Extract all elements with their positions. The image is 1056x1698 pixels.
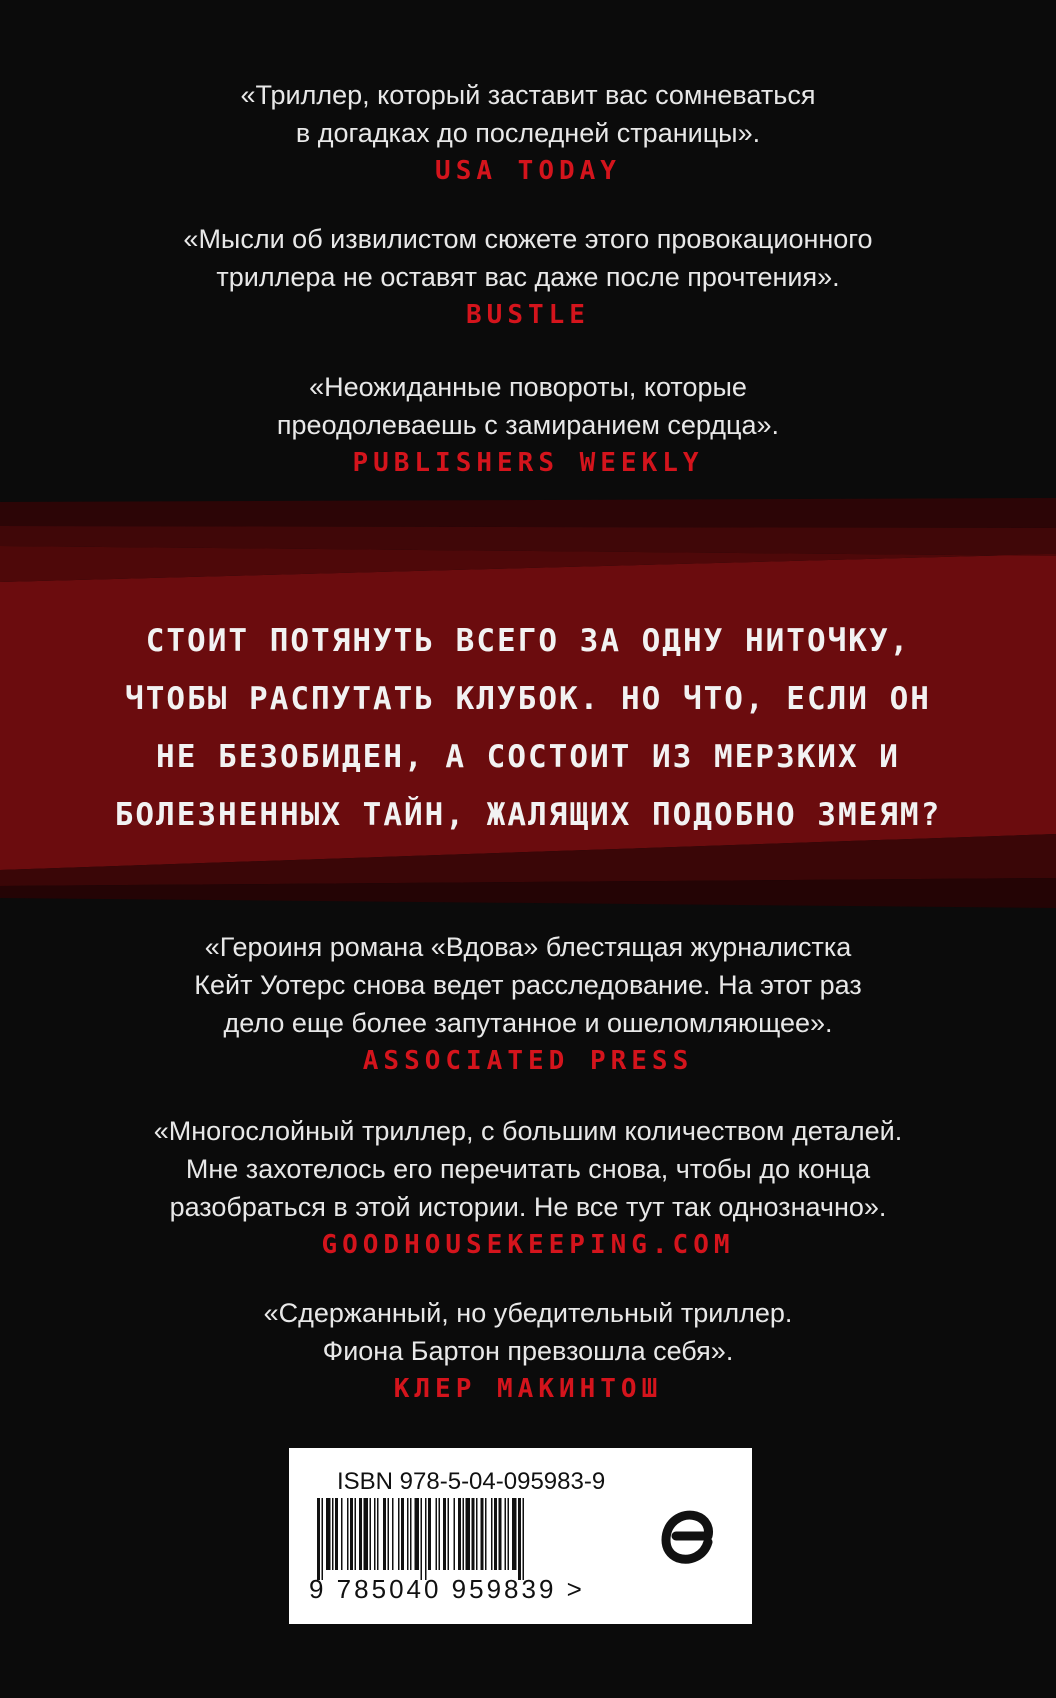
- isbn-number: ISBN 978-5-04-095983-9: [337, 1468, 606, 1495]
- quote-publishers-weekly: [0, 368, 1056, 480]
- barcode-panel: [289, 1448, 752, 1624]
- quote-bustle: [0, 220, 1056, 332]
- quote-text-line: «Сдержанный, но убедительный триллер.: [263, 1298, 793, 1328]
- band-line: БОЛЕЗНЕННЫХ ТАЙН, ЖАЛЯЩИХ ПОДОБНО ЗМЕЯМ?: [114, 797, 942, 833]
- quote-text-line: «Героиня романа «Вдова» блестящая журналистка: [204, 932, 852, 962]
- quote-source: PUBLISHERS WEEKLY: [352, 448, 704, 478]
- band-top-stripe: [0, 498, 1056, 528]
- quote-text-line: Фиона Бартон превзошла себя».: [322, 1336, 734, 1366]
- quote-text-line: Мне захотелось его перечитать снова, чтобы до конца: [185, 1154, 871, 1184]
- quote-source: GOODHOUSEKEEPING.COM: [321, 1230, 735, 1260]
- quote-text-line: «Многослойный триллер, с большим количеством деталей.: [153, 1116, 903, 1146]
- band-line: ЧТОБЫ РАСПУТАТЬ КЛУБОК. НО ЧТО, ЕСЛИ ОН: [125, 681, 931, 717]
- quote-clare-mackintosh: [0, 1294, 1056, 1406]
- quote-text-line: триллера не оставят вас даже после прочтения».: [216, 262, 840, 292]
- quote-text-line: разобраться в этой истории. Не все тут так однозначно».: [169, 1192, 887, 1222]
- quote-text-line: Кейт Уотерс снова ведет расследование. На этот раз: [194, 970, 862, 1000]
- quote-text-line: преодолеваешь с замиранием сердца».: [276, 410, 780, 440]
- quote-source: USA TODAY: [435, 156, 621, 186]
- quote-source: КЛЕР МАКИНТОШ: [393, 1374, 663, 1404]
- quote-source: BUSTLE: [466, 300, 590, 330]
- barcode-icon: [317, 1498, 617, 1580]
- quote-text-line: «Триллер, который заставит вас сомневаться: [240, 80, 816, 110]
- band-line: СТОИТ ПОТЯНУТЬ ВСЕГО ЗА ОДНУ НИТОЧКУ,: [145, 623, 911, 659]
- quote-text-line: в догадках до последней страницы».: [295, 118, 761, 148]
- quote-goodhousekeeping: [0, 1112, 1056, 1262]
- band-line: НЕ БЕЗОБИДЕН, А СОСТОИТ ИЗ МЕРЗКИХ И: [156, 739, 900, 775]
- quote-text-line: «Мысли об извилистом сюжете этого провокационного: [183, 224, 873, 254]
- quote-usa-today: [0, 76, 1056, 188]
- eksmo-logo-icon: [652, 1502, 722, 1572]
- quote-text-line: дело еще более запутанное и ошеломляющее».: [223, 1008, 833, 1038]
- quote-text-line: «Неожиданные повороты, которые: [309, 372, 747, 402]
- barcode-digits: 9 785040 959839 >: [309, 1574, 585, 1604]
- quote-source: ASSOCIATED PRESS: [362, 1046, 694, 1076]
- quote-associated-press: [0, 928, 1056, 1078]
- band-tagline: [0, 612, 1056, 844]
